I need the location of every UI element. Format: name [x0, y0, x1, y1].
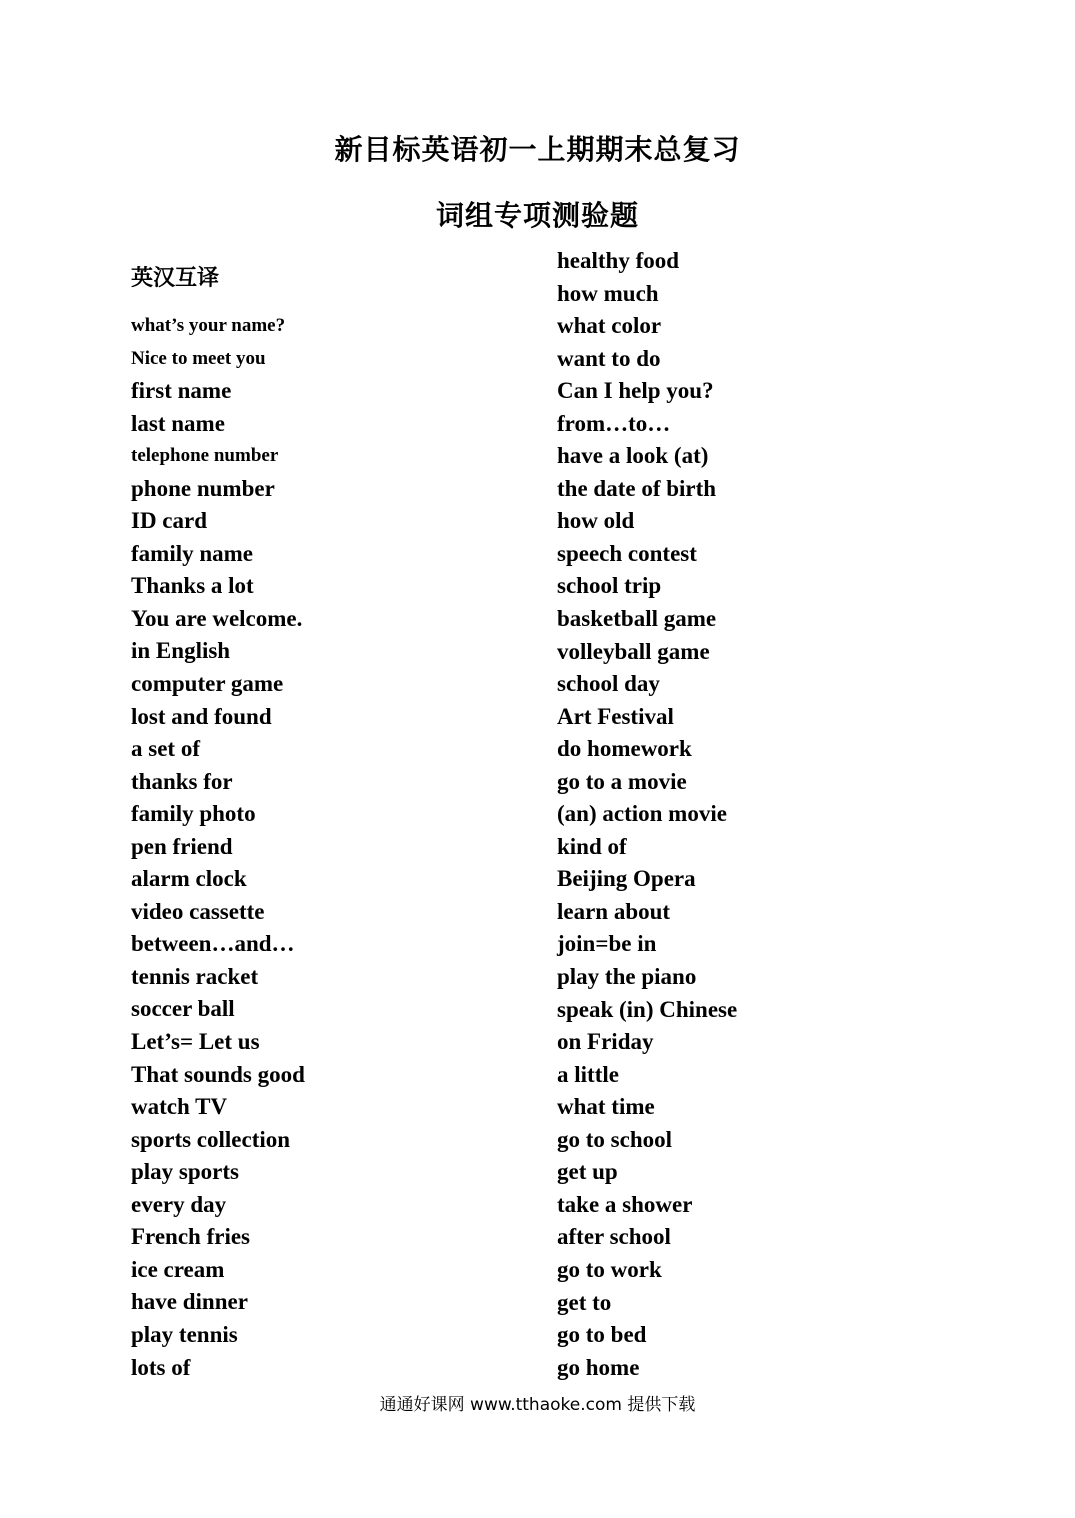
right-phrase-list [557, 245, 737, 1384]
phrase-item: Let’s= Let us [131, 1029, 260, 1055]
phrase-item: pen friend [131, 833, 233, 859]
phrase-item: go home [557, 1354, 640, 1380]
phrase-item: go to school [557, 1126, 672, 1152]
phrase-item: thanks for [131, 768, 233, 794]
phrase-item: play sports [131, 1159, 239, 1185]
phrase-item: get to [557, 1289, 612, 1315]
phrase-item: lots of [131, 1354, 191, 1380]
phrase-item: soccer ball [131, 996, 235, 1022]
phrase-item: after school [557, 1224, 671, 1250]
phrase-item: ID card [131, 508, 208, 534]
phrase-item: have dinner [131, 1289, 248, 1315]
page-footer: 通通好课网 www.tthaoke.com 提供下载 [379, 1395, 696, 1415]
phrase-item: get up [557, 1159, 618, 1185]
phrase-item: French fries [131, 1224, 251, 1250]
phrase-item: watch TV [131, 1094, 228, 1120]
phrase-item: join=be in [557, 931, 657, 957]
phrase-item: Thanks a lot [131, 573, 254, 599]
phrase-item: sports collection [131, 1126, 291, 1152]
phrase-item: take a shower [557, 1191, 693, 1217]
phrase-item: telephone number [131, 445, 279, 467]
phrase-item: do homework [557, 736, 692, 762]
left-phrase-list [131, 310, 305, 1384]
phrase-item: go to bed [557, 1322, 647, 1348]
phrase-item: school trip [557, 573, 662, 599]
phrase-item: kind of [557, 833, 627, 859]
phrase-item: Art Festival [557, 703, 674, 729]
phrase-item: want to do [557, 345, 661, 371]
document-title: 新目标英语初一上期期末总复习 [334, 133, 741, 166]
phrase-item: what’s your name? [131, 315, 286, 336]
phrase-item: what time [557, 1094, 655, 1120]
phrase-item: go to work [557, 1256, 662, 1282]
phrase-item: a little [557, 1061, 619, 1087]
phrase-item: learn about [557, 898, 671, 924]
phrase-item: You are welcome. [131, 605, 303, 631]
phrase-item: phone number [131, 475, 275, 501]
phrase-item: on Friday [557, 1029, 654, 1055]
phrase-item: how much [557, 280, 659, 306]
phrase-item: in English [131, 638, 231, 664]
phrase-item: school day [557, 671, 660, 697]
phrase-item: play the piano [557, 964, 697, 990]
phrase-item: video cassette [131, 898, 265, 924]
phrase-item: speech contest [557, 540, 697, 566]
phrase-item: how old [557, 508, 635, 534]
phrase-item: Nice to meet you [131, 347, 266, 369]
phrase-item: from…to… [557, 410, 671, 436]
phrase-item: tennis racket [131, 963, 259, 989]
phrase-item: speak (in) Chinese [557, 996, 738, 1022]
phrase-item: basketball game [557, 606, 717, 632]
document-subtitle: 词组专项测验题 [435, 199, 639, 232]
phrase-item: play tennis [131, 1321, 238, 1347]
phrase-item: healthy food [557, 248, 680, 273]
section-heading: 英汉互译 [131, 266, 220, 291]
phrase-item: computer game [131, 671, 284, 697]
phrase-item: what color [557, 313, 662, 339]
phrase-item: every day [131, 1191, 227, 1217]
phrase-item: the date of birth [557, 475, 717, 501]
phrase-item: ice cream [131, 1256, 225, 1282]
phrase-item: family name [131, 540, 254, 566]
phrase-item: (an) action movie [557, 801, 727, 827]
phrase-item: That sounds good [131, 1061, 305, 1087]
phrase-item: last name [131, 410, 225, 436]
phrase-item: Beijing Opera [557, 866, 696, 892]
phrase-item: first name [131, 378, 232, 404]
phrase-item: have a look (at) [557, 443, 709, 469]
phrase-item: go to a movie [557, 768, 687, 794]
phrase-item: family photo [131, 801, 256, 827]
phrase-item: lost and found [131, 703, 272, 729]
phrase-item: volleyball game [557, 638, 710, 664]
phrase-item: alarm clock [131, 866, 247, 892]
phrase-item: between…and… [131, 931, 295, 957]
phrase-item: a set of [131, 736, 200, 762]
phrase-item: Can I help you? [557, 378, 714, 404]
